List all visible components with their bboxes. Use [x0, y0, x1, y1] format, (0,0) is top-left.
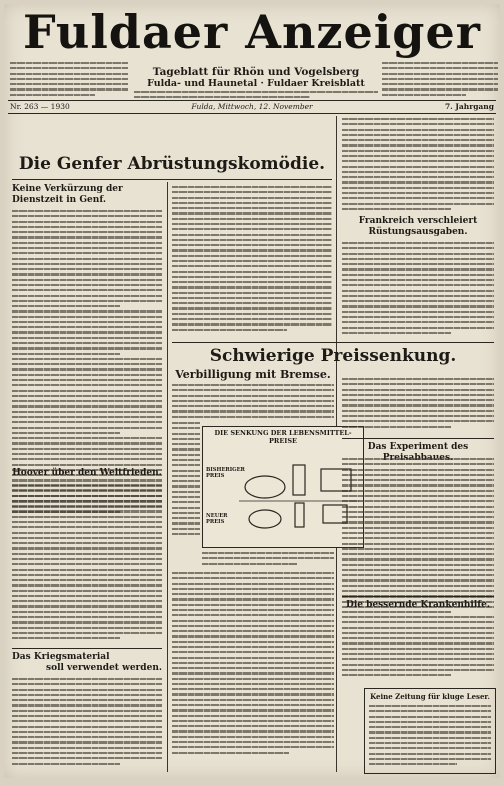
bread-loaf-icon [245, 476, 285, 498]
price-reduction-graphic [202, 426, 364, 548]
frankreich-article [342, 216, 494, 238]
info-box [364, 688, 496, 774]
graphic-new-price-label: NEUER PREIS [206, 513, 228, 525]
krankenhilfe-headline: Die bessernde Krankenhilfe. [346, 600, 490, 610]
info-box-body [369, 705, 491, 768]
rule [12, 179, 332, 180]
issue-number: Nr. 263 — 1930 [10, 102, 70, 111]
masthead [10, 5, 494, 89]
masthead-left-notice [10, 62, 128, 99]
rule [342, 596, 494, 597]
genfer-headline-block [12, 154, 332, 174]
volume-number: 7. Jahrgang [444, 102, 494, 111]
graphic-title: DIE SENKUNG DER LEBENSMITTEL-PREISE [214, 429, 352, 445]
hoover-article [12, 468, 162, 479]
experiment-headline: Das Experiment des [367, 442, 469, 452]
col3-top-article-body [342, 118, 494, 213]
kriegsmaterial-article [12, 652, 162, 674]
frankreich-article-body [342, 242, 494, 337]
preissenkung-article-col3 [342, 378, 494, 431]
preissenkung-article-lower-body [172, 572, 334, 757]
experiment-article-body [342, 458, 494, 616]
genfer-subheadline: Keine Verkürzung der Dienstzeit in Genf. [12, 184, 123, 205]
preissenkung-subheadline: Verbilligung mit Bremse. [175, 368, 331, 381]
masthead-publisher-line [134, 91, 378, 98]
issue-date: Fulda, Mittwoch, 12. November [191, 102, 313, 111]
genfer-headline: Die Genfer Abrüstungskomödie. [18, 154, 326, 174]
preissenkung-headline-block [172, 346, 494, 366]
hoover-headline: Hoover über den Weltfrieden. [12, 468, 162, 478]
dateline [8, 100, 496, 114]
bread-loaf-small-icon [249, 510, 281, 528]
genfer-article-continued [172, 186, 332, 334]
masthead-right-notice [382, 62, 498, 99]
hoover-article-body [12, 484, 162, 642]
rule [342, 438, 494, 439]
milk-bottle-icon [293, 465, 305, 495]
rule [12, 648, 162, 649]
krankenhilfe-article-body [342, 616, 494, 679]
kriegsmaterial-article-body [12, 678, 162, 768]
milk-bottle-small-icon [295, 503, 304, 527]
column-divider [167, 182, 168, 772]
preissenkung-sub-block [172, 368, 334, 381]
graphic-illustration [203, 427, 363, 547]
masthead-subtitles [134, 66, 378, 102]
masthead-subtitle-1: Tageblatt für Rhön und Vogelsberg [152, 66, 360, 78]
newspaper-title: Fuldaer Anzeiger [23, 5, 481, 59]
genfer-article [12, 184, 162, 206]
graphic-old-price-label: BISHERIGER PREIS [206, 467, 245, 479]
preissenkung-article-lower [202, 552, 334, 568]
preissenkung-article-body [172, 384, 334, 421]
preissenkung-headline: Schwierige Preissenkung. [209, 346, 457, 366]
kriegsmaterial-headline: Das Kriegsmaterial [12, 652, 110, 662]
info-box-title: Keine Zeitung für kluge Leser. [370, 692, 490, 701]
rule [172, 342, 494, 343]
krankenhilfe-article [342, 600, 494, 611]
frankreich-headline: Frankreich verschleiert Rüstungsausgaben. [358, 216, 478, 237]
newspaper-page [4, 4, 500, 778]
kriegsmaterial-subheadline: soll verwendet werden. [46, 663, 162, 673]
masthead-subtitle-2: Fulda- und Haunetal · Fuldaer Kreisblatt [147, 78, 365, 89]
preissenkung-article-body-narrow [172, 422, 200, 538]
